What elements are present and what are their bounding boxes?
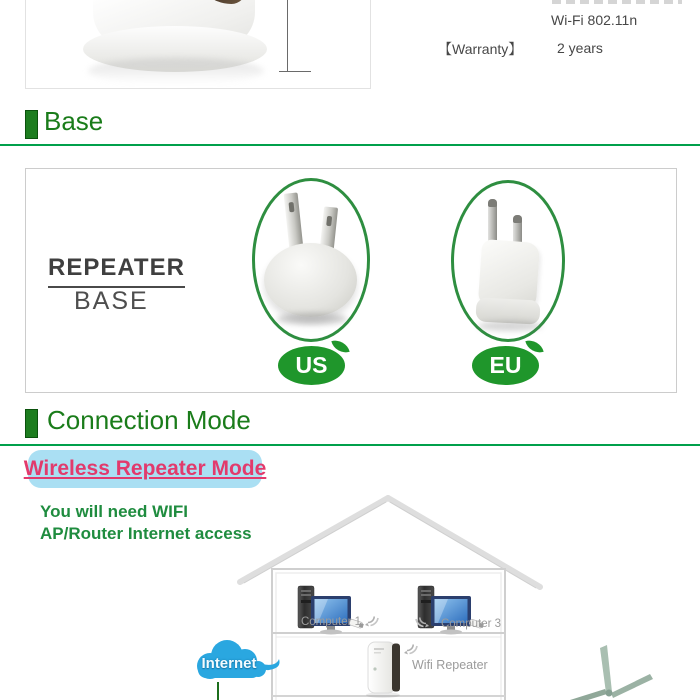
us-plug-image	[264, 243, 357, 317]
spec-warranty-label: 【Warranty】	[438, 41, 523, 57]
us-plug-shadow	[277, 313, 347, 325]
cropped-spec-line	[552, 0, 682, 4]
wifi-signal-icon	[402, 639, 419, 656]
mode-badge-label: Wireless Repeater Mode	[23, 457, 267, 480]
section-bar-icon	[25, 110, 38, 139]
spec-warranty-value: 2 years	[557, 40, 603, 56]
section-bar-icon	[25, 409, 38, 438]
computer3-label: Computer 3	[440, 618, 502, 630]
product-photo-box	[25, 0, 371, 89]
mode-badge	[23, 450, 267, 488]
section-title-connection: Connection Mode	[47, 405, 251, 435]
product-name-line2: BASE	[74, 287, 149, 315]
wifi-signal-icon	[414, 612, 431, 629]
measurement-tick	[279, 71, 311, 72]
section-rule	[0, 444, 700, 446]
wifi-repeater-icon	[366, 642, 400, 698]
note-line1: You will need WIFI	[40, 502, 188, 521]
repeater-base-panel	[25, 168, 677, 393]
plug-badge-eu-label: EU	[489, 352, 522, 378]
plug-badge-us	[278, 346, 345, 385]
plug-badge-eu	[472, 346, 539, 385]
section-rule	[0, 144, 700, 146]
wind-turbine-icon	[570, 645, 653, 700]
us-plug-circle	[252, 178, 370, 342]
internet-label: Internet	[201, 655, 257, 672]
computer1-label: Computer 1	[300, 616, 362, 628]
plug-badge-us-label: US	[295, 352, 328, 378]
product-name-line1: REPEATER	[48, 254, 185, 288]
note-line2: AP/Router Internet access	[40, 524, 252, 543]
eu-plug-circle	[451, 180, 565, 342]
product-reflection	[88, 58, 264, 84]
wifi-repeater-label: Wifi Repeater	[412, 658, 488, 672]
spec-wifi-value: Wi-Fi 802.11n	[551, 12, 638, 28]
section-title-base: Base	[44, 106, 104, 136]
eu-plug-shadow	[478, 321, 542, 331]
measurement-line	[287, 0, 288, 71]
